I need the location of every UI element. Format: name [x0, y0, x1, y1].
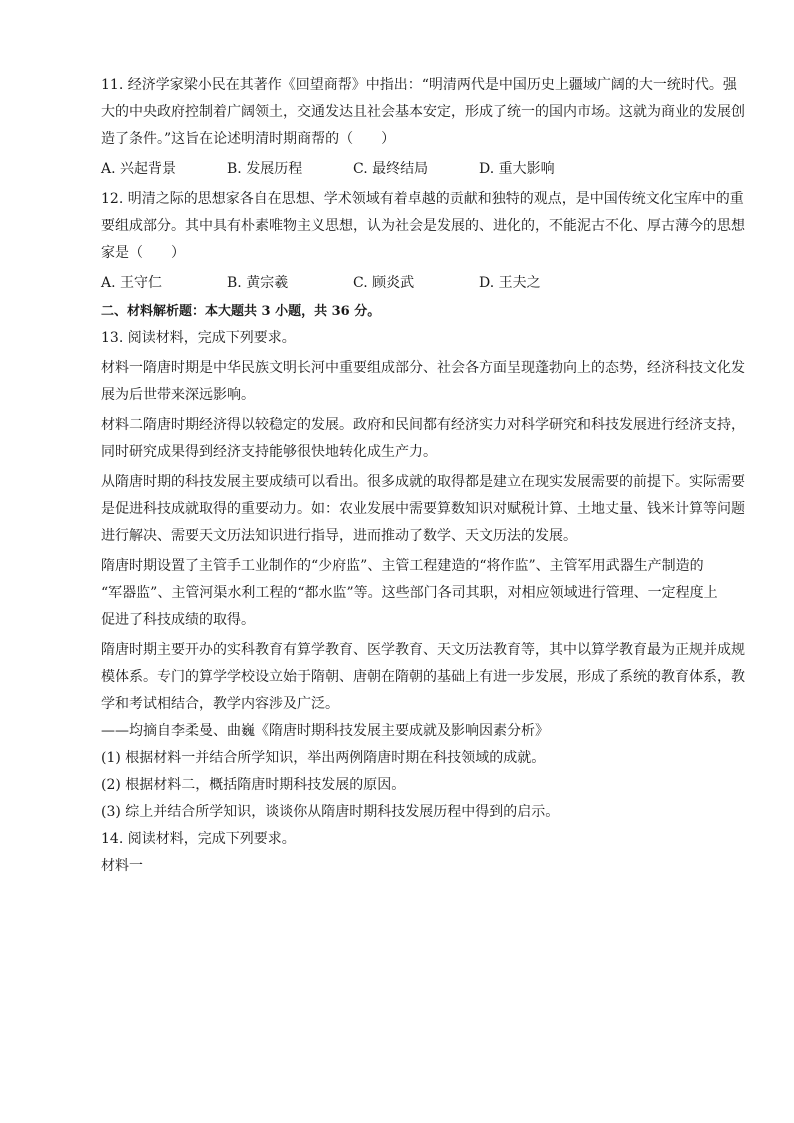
question-14-material-1: 材料一: [101, 858, 143, 874]
section-heading-text: 二、材料解析题：本大题共 3 小题，共 36 分。: [101, 304, 381, 319]
option-d: D. 王夫之: [479, 275, 541, 291]
section-heading: [101, 298, 724, 325]
question-11: [101, 72, 745, 183]
option-b: B. 发展历程: [227, 161, 303, 177]
question-11-line-3: 造了条件。”这旨在论述明清时期商帮的（ ）: [101, 131, 396, 147]
paragraph-3-line-3: 进行解决、需要天文历法知识进行指导，进而推动了数学、天文历法的发展。: [101, 528, 577, 544]
question-12-line-2: 要组成部分。其中具有朴素唯物主义思想，认为社会是发展的、进化的，不能泥古不化、厚古薄今的思想: [101, 218, 745, 234]
question-14: [101, 826, 724, 880]
question-12: [101, 186, 745, 297]
paragraph-5-line-1: 隋唐时期主要开办的实科教育有算学教育、医学教育、天文历法教育等，其中以算学教育最为正规并成规: [101, 642, 745, 658]
material-1: [101, 355, 745, 409]
sub-question-3: (3) 综上并结合所学知识，谈谈你从隋唐时期科技发展历程中得到的启示。: [101, 804, 560, 820]
paragraph-5-line-3: 学和考试相结合，教学内容涉及广泛。: [101, 696, 339, 712]
option-c: C. 顾炎武: [353, 275, 415, 291]
paragraph-5-line-2: 模体系。专门的算学学校设立始于隋朝、唐朝在隋朝的基础上有进一步发展，形成了系统的教育体系，教: [101, 669, 745, 685]
question-14-intro: 14. 阅读材料，完成下列要求。: [101, 831, 296, 847]
question-12-options: [101, 270, 724, 297]
option-b: B. 黄宗羲: [227, 275, 289, 291]
question-11-line-2: 大的中央政府控制着广阔领土，交通发达且社会基本安定，形成了统一的国内市场。这就为商业的发展创: [101, 104, 745, 120]
question-12-line-1: 12. 明清之际的思想家各自在思想、学术领域有着卓越的贡献和独特的观点，是中国传统文化宝库中的重: [101, 191, 744, 207]
option-d: D. 重大影响: [479, 161, 555, 177]
question-11-options: [101, 156, 724, 183]
paragraph-3-line-1: 从隋唐时期的科技发展主要成绩可以看出。很多成就的取得都是建立在现实发展需要的前提下。实际需要: [101, 474, 745, 490]
question-13-intro: 13. 阅读材料，完成下列要求。: [101, 330, 296, 346]
paragraph-4: [101, 553, 724, 634]
material-2-line-2: 同时研究成果得到经济支持能够很快地转化成生产力。: [101, 444, 437, 460]
material-1-line-2: 展为后世带来深远影响。: [101, 387, 255, 403]
paragraph-3-line-2: 是促进科技成就取得的重要动力。如：农业发展中需要算数知识对赋税计算、土地丈量、钱米计算等问题: [101, 501, 745, 517]
material-2-line-1: 材料二隋唐时期经济得以较稳定的发展。政府和民间都有经济实力对科学研究和科技发展进行经济支持，: [101, 417, 745, 433]
paragraph-5: [101, 637, 745, 718]
paragraph-4-line-3: 促进了科技成绩的取得。: [101, 612, 255, 628]
sub-question-1: (1) 根据材料一并结合所学知识，举出两例隋唐时期在科技领域的成就。: [101, 750, 546, 766]
paragraph-3: [101, 469, 745, 550]
question-11-line-1: 11. 经济学家梁小民在其著作《回望商帮》中指出：“明清两代是中国历史上疆域广阔的大一统时代。强: [101, 77, 737, 93]
option-c: C. 最终结局: [353, 161, 429, 177]
source-citation: ——均摘自李柔曼、曲巍《隋唐时期科技发展主要成就及影响因素分析》: [101, 723, 549, 739]
question-12-line-3: 家是（ ）: [101, 245, 185, 261]
paragraph-4-line-2: “军器监”、主管河渠水利工程的“都水监”等。这些部门各司其职，对相应领域进行管理、一定程度上: [101, 585, 718, 601]
option-a: A. 兴起背景: [101, 161, 177, 177]
sub-question-2: (2) 根据材料二，概括隋唐时期科技发展的原因。: [101, 777, 406, 793]
material-1-line-1: 材料一隋唐时期是中华民族文明长河中重要组成部分、社会各方面呈现蓬勃向上的态势，经济科技文化发: [101, 360, 745, 376]
question-13: [101, 325, 745, 826]
option-a: A. 王守仁: [101, 275, 163, 291]
paragraph-4-line-1: 隋唐时期设置了主管手工业制作的“少府监”、主管工程建造的“将作监”、主管军用武器生产制造的: [101, 558, 704, 574]
material-2: [101, 412, 745, 466]
